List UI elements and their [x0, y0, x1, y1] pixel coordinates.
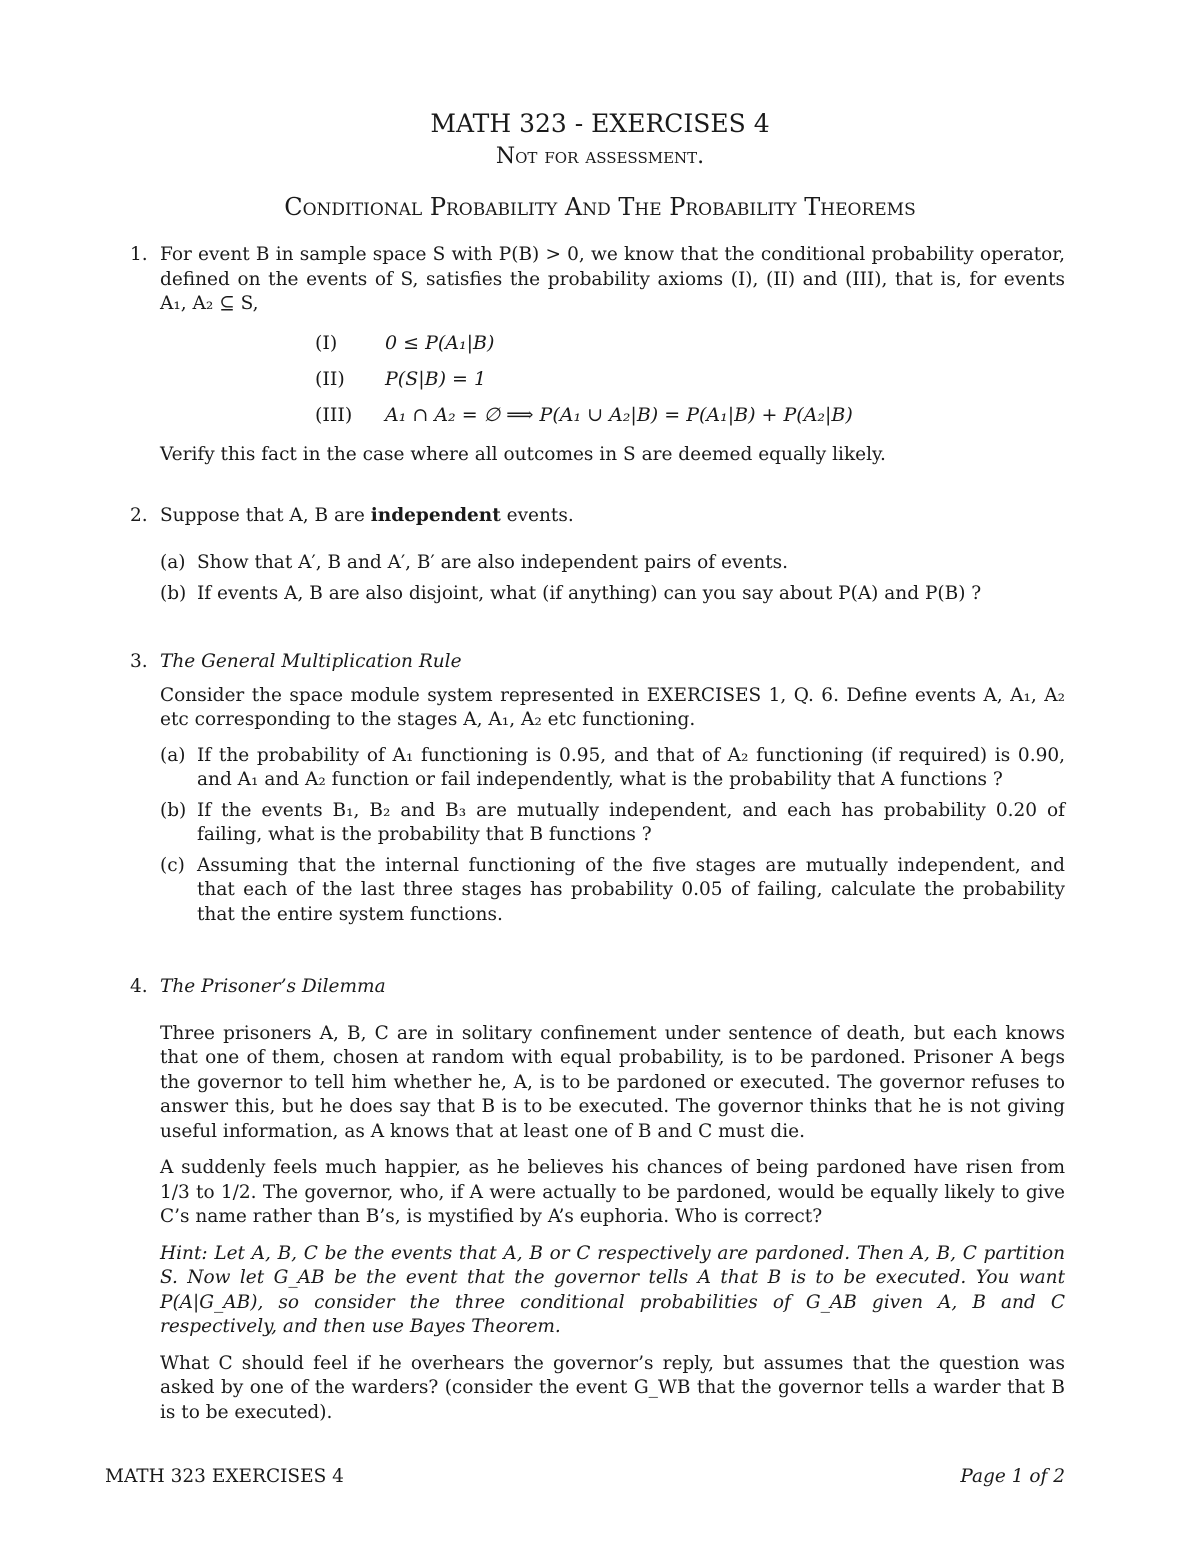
question-1: [130, 243, 1065, 467]
section-title: Conditional Probability And The Probability Theorems: [284, 193, 916, 221]
sub-text: Show that A′, B and A′, B′ are also independent pairs of events.: [197, 551, 789, 573]
question-2: [130, 504, 1065, 607]
axioms-list: [315, 325, 1065, 433]
footer-page-number: Page 1 of 2: [960, 1466, 1065, 1487]
sub-text: Assuming that the internal functioning of the five stages are mutually independent, and that each of the last three stages has probability 0.05 of failing, calculate the probability that the entire system functions.: [197, 854, 1065, 925]
question-1-outro: Verify this fact in the case where all outcomes in S are deemed equally likely.: [160, 443, 886, 465]
axiom-label: (I): [315, 331, 338, 354]
sub-label: (b): [160, 583, 187, 604]
intro-text: events.: [500, 505, 574, 526]
question-2-intro: [160, 504, 1065, 529]
question-number: 3.: [130, 651, 148, 672]
question-1-intro: For event B in sample space S with P(B) > 0, we know that the conditional probability operator, defined on the events of S, satisfies the probability axioms (I), (II) and (III), that is, for events A₁, A₂ ⊆ S,: [160, 244, 1065, 314]
sub-question: [160, 854, 1065, 928]
sub-text: If events A, B are also disjoint, what (if anything) can you say about P(A) and P(B) ?: [197, 583, 982, 604]
sub-label: (a): [160, 744, 186, 766]
keyword-bold: independent: [370, 505, 501, 526]
question-4-para: Three prisoners A, B, C are in solitary confinement under sentence of death, but each knows that one of them, chosen at random with equal probability, is to be pardoned. Prisoner A begs the governor to tell him whether he, A, is to be pardoned or executed. The governor refuses to answer this, but he does say that B is to be executed. The governor thinks that he is not giving useful information, as A knows that at least one of B and C must die.: [160, 1022, 1065, 1142]
question-number: 4.: [130, 976, 148, 997]
question-3-intro: Consider the space module system represented in EXERCISES 1, Q. 6. Define events A, A₁, A₂ etc corresponding to the stages A, A₁, A₂ etc functioning.: [160, 684, 1065, 730]
sub-question: [160, 551, 1065, 576]
question-4-hint: Hint: Let A, B, C be the events that A, B or C respectively are pardoned. Then A, B, C partition S. Now let G_AB be the event that the governor tells A that B is to be executed. You want P(A|G_AB), so consider the three conditional probabilities of G_AB given A, B and C respectively, and then use Bayes Theorem.: [160, 1242, 1065, 1337]
axiom-expression: 0 ≤ P(A₁|B): [385, 331, 495, 354]
sub-label: (a): [160, 551, 186, 573]
axiom-row: [315, 397, 1065, 433]
sub-question: [160, 582, 1065, 607]
question-4-para: What C should feel if he overhears the governor’s reply, but assumes that the question was asked by one of the warders? (consider the event G_WB that the governor tells a warder that B is to be executed).: [160, 1352, 1065, 1423]
question-3-heading: The General Multiplication Rule: [160, 651, 462, 672]
sub-question: [160, 799, 1065, 848]
question-4-heading: The Prisoner’s Dilemma: [160, 976, 386, 997]
question-number: 1.: [130, 244, 148, 265]
sub-text: If the probability of A₁ functioning is 0.95, and that of A₂ functioning (if required) is 0.90, and A₁ and A₂ function or fail independently, what is the probability that A functions ?: [197, 744, 1065, 790]
axiom-expression: A₁ ∩ A₂ = ∅ ⟹ P(A₁ ∪ A₂|B) = P(A₁|B) + P(A₂|B): [385, 403, 853, 426]
axiom-expression: P(S|B) = 1: [385, 367, 487, 390]
sub-text: If the events B₁, B₂ and B₃ are mutually independent, and each has probability 0.20 of failing, what is the probability that B functions ?: [197, 799, 1065, 845]
axiom-row: [315, 361, 1065, 397]
sub-label: (b): [160, 799, 187, 821]
sub-question: [160, 744, 1065, 793]
axiom-label: (II): [315, 367, 345, 390]
footer-course: MATH 323 EXERCISES 4: [105, 1466, 344, 1487]
intro-text: Suppose that A, B are: [160, 505, 371, 526]
question-3: [130, 650, 1065, 927]
axiom-row: [315, 325, 1065, 361]
page-title: MATH 323 - EXERCISES 4: [430, 109, 770, 138]
question-4-para: A suddenly feels much happier, as he believes his chances of being pardoned have risen from 1/3 to 1/2. The governor, who, if A were actually to be pardoned, would be equally likely to give C’s name rather than B’s, is mystified by A’s euphoria. Who is correct?: [160, 1157, 1065, 1227]
question-4: [130, 975, 1065, 1425]
axiom-label: (III): [315, 403, 353, 426]
question-number: 2.: [130, 505, 148, 526]
sub-label: (c): [160, 854, 185, 876]
page-subtitle: Not for assessment.: [495, 144, 705, 169]
